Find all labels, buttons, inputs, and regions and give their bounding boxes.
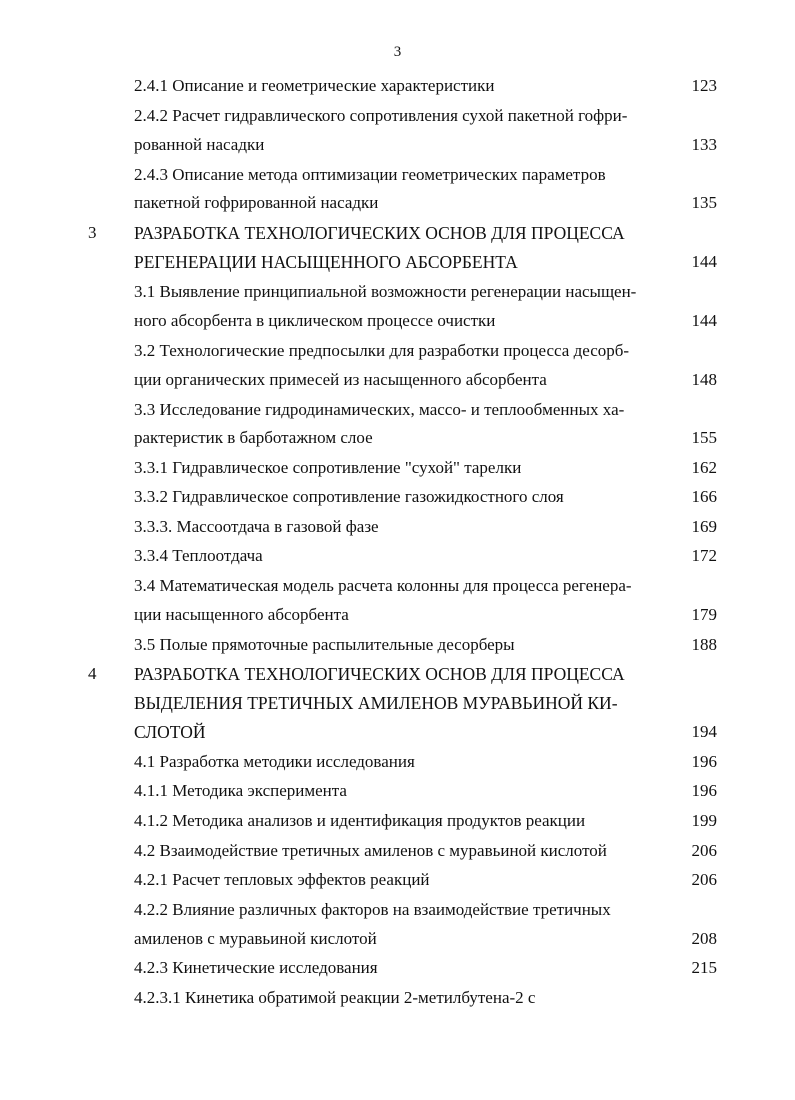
toc-entry-2-4-2-line2: рованной насадки bbox=[134, 135, 265, 154]
toc-entry-3-1-line2: ного абсорбента в циклическом процессе очистки bbox=[134, 311, 496, 330]
toc-entry-2-4-1: 2.4.1 Описание и геометрические характеристики bbox=[134, 76, 495, 95]
toc-entry-4-2-1: 4.2.1 Расчет тепловых эффектов реакций bbox=[134, 870, 430, 889]
toc-entry-4-2-2-line1: 4.2.2 Влияние различных факторов на взаимодействие третичных bbox=[134, 900, 611, 919]
toc-entry-3-3-2: 3.3.2 Гидравлическое сопротивление газожидкостного слоя bbox=[134, 487, 564, 506]
chapter-4-number: 4 bbox=[88, 664, 97, 683]
toc-entry-4-1-2: 4.1.2 Методика анализов и идентификация продуктов реакции bbox=[134, 811, 586, 830]
toc-entry-3-3-line1: 3.3 Исследование гидродинамических, массо- и теплообменных ха- bbox=[134, 400, 625, 419]
toc-entry-4-1: 4.1 Разработка методики исследования bbox=[134, 752, 415, 771]
chapter-4-title-line1: РАЗРАБОТКА ТЕХНОЛОГИЧЕСКИХ ОСНОВ ДЛЯ ПРОЦЕССА bbox=[134, 664, 625, 684]
toc-page-3-2: 148 bbox=[691, 370, 717, 389]
toc-page-3-4: 179 bbox=[691, 605, 717, 624]
chapter-4-page: 194 bbox=[691, 722, 717, 741]
toc-page-4-2-3: 215 bbox=[691, 958, 717, 977]
chapter-3-number: 3 bbox=[88, 223, 97, 242]
toc-entry-3-2-line2: ции органических примесей из насыщенного абсорбента bbox=[134, 370, 547, 389]
toc-entry-4-2-2-line2: амиленов с муравьиной кислотой bbox=[134, 929, 377, 948]
toc-page-3-3-4: 172 bbox=[691, 546, 717, 565]
toc-page-2-4-1: 123 bbox=[691, 76, 717, 95]
toc-page-4-2-2: 208 bbox=[691, 929, 717, 948]
toc-page-4-1-1: 196 bbox=[691, 781, 717, 800]
toc-entry-3-3-3: 3.3.3. Массоотдача в газовой фазе bbox=[134, 517, 379, 536]
toc-entry-3-2-line1: 3.2 Технологические предпосылки для разработки процесса десорб- bbox=[134, 341, 630, 360]
toc-page-3-3-3: 169 bbox=[691, 517, 717, 536]
toc-entry-4-1-1: 4.1.1 Методика эксперимента bbox=[134, 781, 347, 800]
toc-page-3-3: 155 bbox=[691, 428, 717, 447]
toc-page-2-4-2: 133 bbox=[691, 135, 717, 154]
toc-entry-3-3-1: 3.3.1 Гидравлическое сопротивление "сухой" тарелки bbox=[134, 458, 522, 477]
toc-page-4-1: 196 bbox=[691, 752, 717, 771]
chapter-3-title-line1: РАЗРАБОТКА ТЕХНОЛОГИЧЕСКИХ ОСНОВ ДЛЯ ПРОЦЕССА bbox=[134, 223, 625, 243]
toc-page-4-2: 206 bbox=[691, 841, 717, 860]
chapter-4-title-line3: СЛОТОЙ bbox=[134, 722, 206, 742]
toc-page-3-3-2: 166 bbox=[691, 487, 717, 506]
toc-entry-3-5: 3.5 Полые прямоточные распылительные десорберы bbox=[134, 635, 515, 654]
toc-entry-2-4-2-line1: 2.4.2 Расчет гидравлического сопротивления сухой пакетной гофри- bbox=[134, 106, 628, 125]
toc-entry-3-3-line2: рактеристик в барботажном слое bbox=[134, 428, 373, 447]
toc-page-3-1: 144 bbox=[691, 311, 717, 330]
toc-entry-4-2-3: 4.2.3 Кинетические исследования bbox=[134, 958, 378, 977]
toc-page-4-1-2: 199 bbox=[691, 811, 717, 830]
page-number: 3 bbox=[393, 44, 402, 60]
toc-entry-3-4-line1: 3.4 Математическая модель расчета колонны для процесса регенера- bbox=[134, 576, 632, 595]
toc-page-4-2-1: 206 bbox=[691, 870, 717, 889]
chapter-3-title-line2: РЕГЕНЕРАЦИИ НАСЫЩЕННОГО АБСОРБЕНТА bbox=[134, 252, 518, 272]
toc-entry-4-2: 4.2 Взаимодействие третичных амиленов с муравьиной кислотой bbox=[134, 841, 607, 860]
toc-entry-4-2-3-1: 4.2.3.1 Кинетика обратимой реакции 2-метилбутена-2 с bbox=[134, 988, 536, 1007]
chapter-3-page: 144 bbox=[691, 252, 717, 271]
toc-page-3-5: 188 bbox=[691, 635, 717, 654]
toc-entry-2-4-3-line1: 2.4.3 Описание метода оптимизации геометрических параметров bbox=[134, 165, 606, 184]
toc-entry-3-4-line2: ции насыщенного абсорбента bbox=[134, 605, 349, 624]
toc-page-2-4-3: 135 bbox=[691, 193, 717, 212]
toc-page-3-3-1: 162 bbox=[691, 458, 717, 477]
toc-entry-2-4-3-line2: пакетной гофрированной насадки bbox=[134, 193, 379, 212]
toc-entry-3-1-line1: 3.1 Выявление принципиальной возможности регенерации насыщен- bbox=[134, 282, 637, 301]
toc-entry-3-3-4: 3.3.4 Теплоотдача bbox=[134, 546, 263, 565]
chapter-4-title-line2: ВЫДЕЛЕНИЯ ТРЕТИЧНЫХ АМИЛЕНОВ МУРАВЬИНОЙ КИ- bbox=[134, 693, 618, 713]
